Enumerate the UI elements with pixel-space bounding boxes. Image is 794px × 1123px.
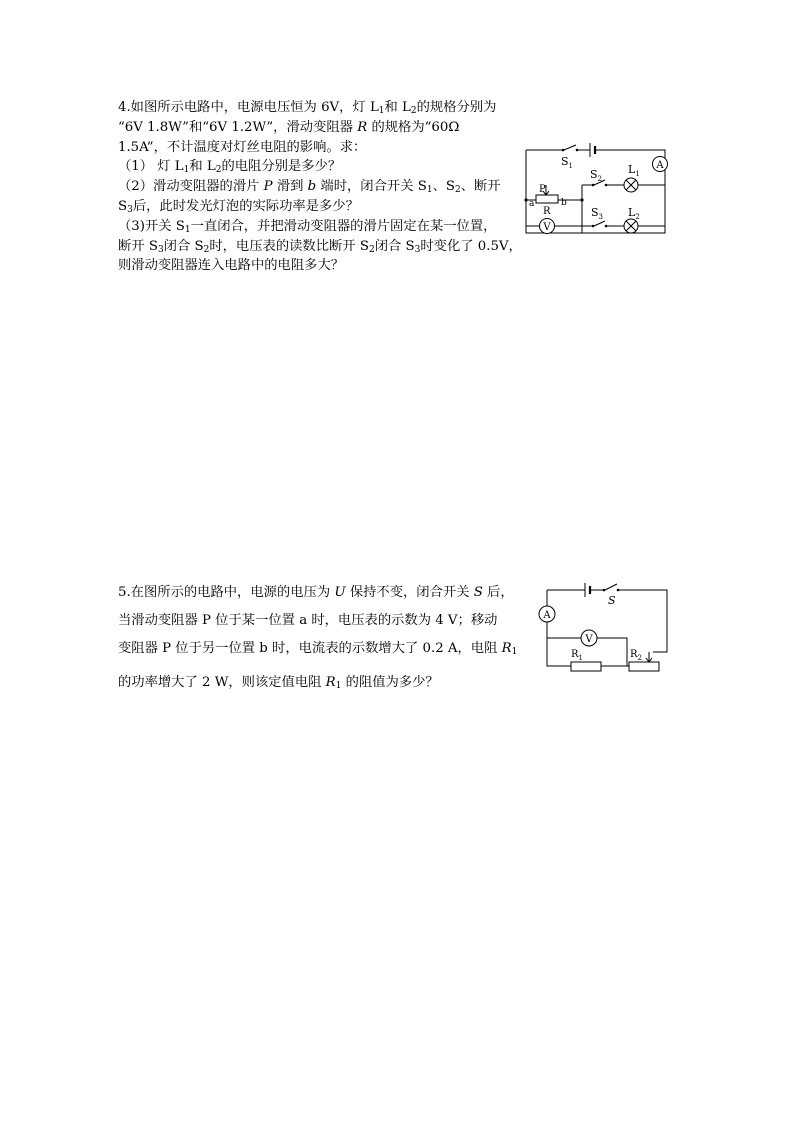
q4-lamp-l1-icon xyxy=(624,178,638,192)
q4-voltmeter-label: V xyxy=(543,222,551,233)
q4-label-l1: $L_1$ xyxy=(628,163,640,178)
q5-wire-left-bottom xyxy=(547,622,571,666)
question-5 xyxy=(118,579,522,697)
q4-line-3: 1.5A”，不计温度对灯丝电阻的影响。求： xyxy=(118,139,367,155)
q4-line-5: （2）滑动变阻器的滑片 P 滑到 b 端时，闭合开关 $S_1$、$S_2$、断开 xyxy=(118,179,501,196)
q5-battery-icon xyxy=(585,583,603,597)
q4-label-b: b xyxy=(561,198,567,208)
q4-ammeter-label: A xyxy=(656,160,664,171)
q5-resistor-r1-icon xyxy=(571,662,601,671)
q5-line-3: 变阻器 P 位于另一位置 b 时，电流表的示数增大了 0.2 A，电阻 $R_1$ xyxy=(118,641,518,657)
q4-line-1: 4.如图所示电路中，电源电压恒为 6V，灯 $L_1$和 $L_2$的规格分别为 xyxy=(118,100,497,116)
q5-line-1: 5.在图所示的电路中，电源的电压为 U 保持不变，闭合开关 S 后， xyxy=(118,585,514,600)
q4-line-2: “6V 1.8W”和“6V 1.2W”，滑动变阻器 R 的规格为“60Ω xyxy=(118,119,460,135)
q5-label-s: S xyxy=(608,594,616,607)
q4-line-4: （1） 灯 $L_1$和 $L_2$的电阻分别是多少？ xyxy=(118,159,342,176)
q4-circuit-diagram xyxy=(520,140,670,240)
q5-switch-s-icon xyxy=(603,584,620,591)
q4-line-8: 断开 $S_3$闭合 $S_2$时，电压表的读数比断开 $S_2$闭合 $S_3$时变化了 0.5V， xyxy=(118,238,522,255)
q5-ammeter-label: A xyxy=(543,610,551,621)
q4-label-p: P xyxy=(539,184,546,195)
q4-label-r: R xyxy=(543,206,551,217)
q4-switch-s3-icon xyxy=(592,221,608,227)
q4-line-7: （3)开关 $S_1$一直闭合，并把滑动变阻器的滑片固定在某一位置， xyxy=(118,218,497,235)
q5-ammeter-icon xyxy=(539,606,555,622)
q5-circuit-diagram xyxy=(535,580,665,675)
question-4 xyxy=(118,98,520,276)
q4-voltmeter-icon xyxy=(526,219,582,234)
q4-line-9: 则滑动变阻器连入电路中的电阻多大？ xyxy=(118,258,345,274)
q4-label-l2: $L_2$ xyxy=(628,206,640,221)
q4-battery-icon xyxy=(586,143,600,157)
q5-label-r2: $R_2$ xyxy=(630,649,642,662)
q4-ammeter-icon xyxy=(653,157,668,172)
q5-line-4: 的功率增大了 2 W，则该定值电阻 $R_1$ 的阻值为多少？ xyxy=(118,675,439,691)
q4-junction-mid xyxy=(580,198,583,201)
q5-label-r1: $R_1$ xyxy=(571,649,583,662)
q5-wire-right xyxy=(618,590,667,652)
q5-voltmeter-icon xyxy=(581,630,597,646)
q4-lamp-l2-icon xyxy=(624,219,638,233)
q4-label-s2: $S_2$ xyxy=(590,168,603,183)
q4-line-6: $S_3$后，此时发光灯泡的实际功率是多少？ xyxy=(118,198,359,215)
q5-voltmeter-label: V xyxy=(585,634,593,645)
q5-line-2: 当滑动变阻器 P 位于某一位置 a 时，电压表的示数为 4 V；移动 xyxy=(118,613,498,628)
q4-label-s3: $S_3$ xyxy=(591,206,604,221)
q4-switch-s1-icon xyxy=(562,145,586,151)
q4-rheostat-icon xyxy=(526,185,582,203)
q4-label-s1: $S_1$ xyxy=(561,155,574,170)
q4-label-a: a xyxy=(529,199,535,209)
